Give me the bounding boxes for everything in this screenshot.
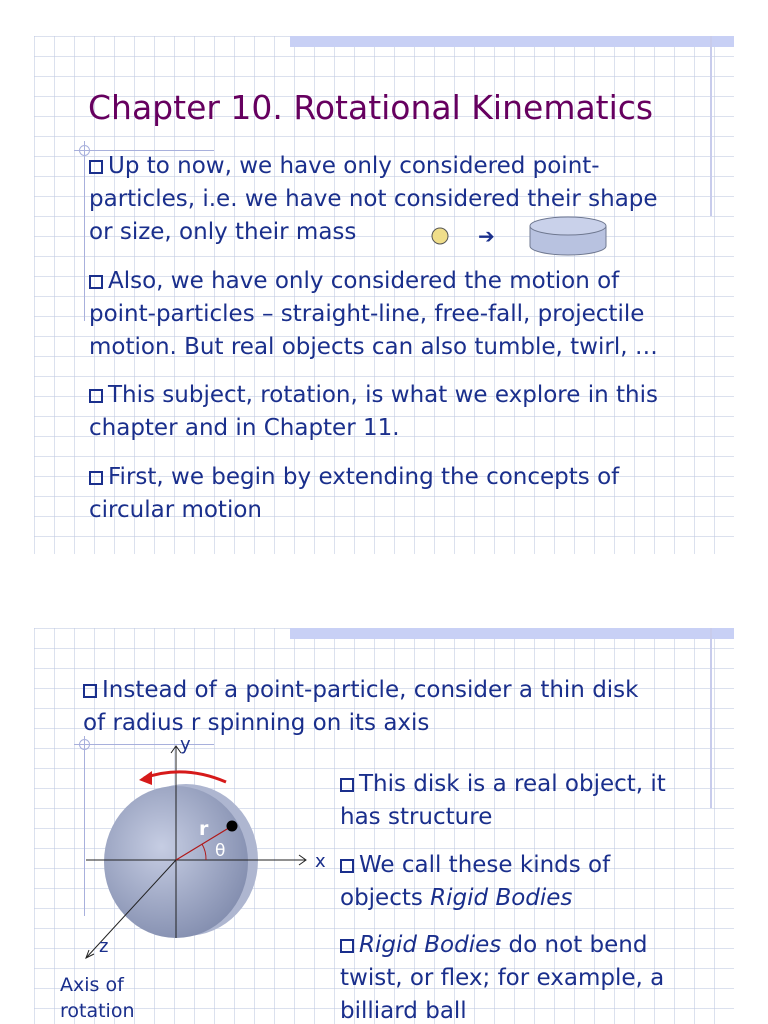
checkbox-icon (83, 684, 97, 698)
bullet-motion: Also, we have only considered the motion of point-particles – straight-line, free-fall, projectile motion. But real objects can also tumble, twirl, … (89, 268, 658, 360)
checkbox-icon (340, 778, 354, 792)
bullet-point-particles: Up to now, we have only considered point- particles, i.e. we have not considered their shape or size, only their mass (89, 153, 658, 245)
bullet-rigid-bodies: We call these kinds of objects Rigid Bodies (340, 852, 611, 911)
point-particle-icon (432, 228, 448, 244)
bullet-circular-motion: First, we begin by extending the concepts of circular motion (89, 464, 620, 523)
bullet-rigid-bodies-definition: Rigid Bodies do not bend twist, or flex; for example, a billiard ball (340, 932, 665, 1024)
radius-label: r (199, 818, 209, 840)
axis-of-rotation-caption: Axis of rotation (60, 974, 135, 1022)
checkbox-icon (89, 275, 103, 289)
bullet-real-object: This disk is a real object, it has structure (340, 771, 666, 830)
checkbox-icon (89, 389, 103, 403)
checkbox-icon (340, 939, 354, 953)
page-title: Chapter 10. Rotational Kinematics (88, 88, 654, 127)
angle-label: θ (215, 841, 226, 861)
intro-bullet: Instead of a point-particle, consider a thin disk of radius r spinning on its axis (83, 677, 639, 736)
slide-top-accent-bar (290, 628, 734, 639)
rotation-direction-arrow (144, 772, 226, 782)
slide-right-accent-line (710, 628, 712, 808)
slide-right-accent-line (710, 36, 712, 216)
checkbox-icon (89, 471, 103, 485)
x-axis-label: x (315, 851, 326, 872)
slide-2 (34, 628, 734, 1024)
checkbox-icon (89, 160, 103, 174)
particle-to-cylinder-illustration (424, 212, 614, 260)
checkbox-icon (340, 859, 354, 873)
y-axis-label: y (180, 738, 191, 755)
rotation-arrowhead-icon (139, 771, 152, 785)
point-on-disk (227, 821, 238, 832)
slide-top-accent-bar (290, 36, 734, 47)
bullet-rotation-subject: This subject, rotation, is what we explore in this chapter and in Chapter 11. (89, 382, 658, 441)
left-accent-line (84, 141, 85, 321)
cylinder-icon (530, 217, 606, 255)
slide-1 (34, 36, 734, 554)
z-axis-label: z (99, 936, 109, 957)
arrow-icon: ➔ (478, 224, 495, 248)
